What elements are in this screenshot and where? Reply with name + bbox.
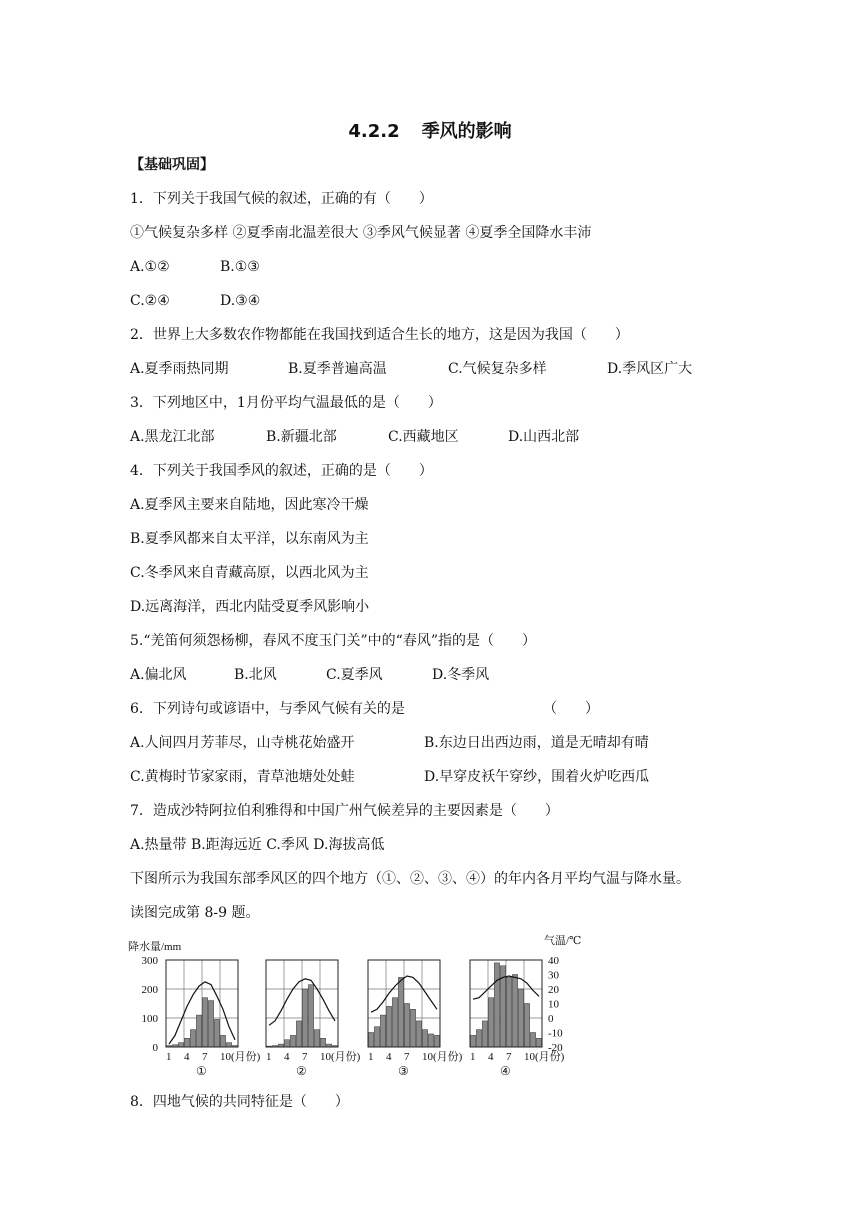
month-tick-label: 1 <box>368 1051 374 1063</box>
option-c: C.气候复杂多样 <box>448 361 547 377</box>
question-3: 3．下列地区中，1月份平均气温最低的是（ ） <box>130 395 442 411</box>
chart-intro-line2: 读图完成第 8-9 题。 <box>130 905 260 921</box>
precipitation-bar <box>434 1035 439 1047</box>
option-d: D.③④ <box>220 293 261 309</box>
precipitation-tick-label: 200 <box>141 984 158 996</box>
temperature-tick-label: 40 <box>548 955 559 967</box>
precipitation-bar <box>512 975 517 1048</box>
precipitation-bar <box>404 1004 409 1048</box>
temperature-axis-label: 气温/℃ <box>544 935 582 947</box>
panel-label: ③ <box>398 1064 409 1078</box>
precipitation-bar <box>308 985 313 1047</box>
precipitation-bar <box>208 1001 213 1047</box>
option-c: C.②④ <box>130 293 170 309</box>
precipitation-bar <box>374 1027 379 1047</box>
option-b: B.夏季普遍高温 <box>288 361 387 377</box>
q1-statements: ①气候复杂多样 ②夏季南北温差很大 ③季风气候显著 ④夏季全国降水丰沛 <box>130 225 592 241</box>
month-tick-label: 1 <box>166 1051 172 1063</box>
option-a: A.夏季雨热同期 <box>130 361 229 377</box>
question-4: 4．下列关于我国季风的叙述，正确的是（ ） <box>130 463 433 479</box>
temperature-tick-label: 30 <box>548 969 559 982</box>
option-c: C.西藏地区 <box>388 429 459 445</box>
precipitation-axis-label: 降水量/mm <box>128 941 182 953</box>
month-tick-label: 4 <box>184 1051 190 1063</box>
temperature-tick-label: 20 <box>548 984 559 996</box>
panel-label: ① <box>196 1064 207 1078</box>
question-1: 1．下列关于我国气候的叙述，正确的有（ ） <box>130 191 433 207</box>
panel-label: ④ <box>500 1064 511 1078</box>
month-tick-label: 10(月份) <box>422 1051 463 1063</box>
month-tick-label: 7 <box>302 1051 308 1063</box>
section-heading: 【基础巩固】 <box>130 157 214 173</box>
precipitation-bar <box>422 1030 427 1047</box>
precipitation-bar <box>220 1035 225 1047</box>
option-d: D.季风区广大 <box>607 361 693 377</box>
option-a: A.黑龙江北部 <box>130 429 215 445</box>
month-tick-label: 7 <box>404 1051 410 1063</box>
precipitation-bar <box>488 998 493 1047</box>
precipitation-bar <box>392 998 397 1047</box>
precipitation-bar <box>368 1033 373 1048</box>
temperature-tick-label: 10 <box>548 998 559 1011</box>
month-tick-label: 10(月份) <box>524 1051 565 1063</box>
temperature-tick-label: 0 <box>548 1013 554 1025</box>
question-6: 6．下列诗句或谚语中，与季风气候有关的是 <box>130 701 405 717</box>
q6-answer-paren: （ ） <box>543 701 599 717</box>
month-tick-label: 7 <box>506 1051 512 1063</box>
temperature-tick-label: -20 <box>548 1042 563 1054</box>
precipitation-bar <box>290 1035 295 1047</box>
option-b: B.北风 <box>234 667 277 683</box>
precipitation-bar <box>296 1021 301 1047</box>
option-b: B.①③ <box>220 259 260 275</box>
month-tick-label: 10(月份) <box>320 1051 361 1063</box>
option-c: C.夏季风 <box>326 667 383 683</box>
precipitation-tick-label: 100 <box>141 1013 158 1025</box>
temperature-tick-label: -10 <box>548 1027 563 1040</box>
q4-option-a: A.夏季风主要来自陆地，因此寒冷干燥 <box>130 497 369 513</box>
precipitation-bar <box>416 1021 421 1047</box>
month-tick-label: 4 <box>488 1051 494 1063</box>
precipitation-bar <box>184 1038 189 1047</box>
precipitation-bar <box>214 1019 219 1047</box>
chart-intro-line1: 下图所示为我国东部季风区的四个地方（①、②、③、④）的年内各月平均气温与降水量。 <box>130 871 690 887</box>
q4-option-d: D.远离海洋，西北内陆受夏季风影响小 <box>130 599 370 615</box>
precipitation-tick-label: 300 <box>141 955 158 967</box>
month-tick-label: 1 <box>266 1051 272 1063</box>
precipitation-bar <box>398 977 403 1047</box>
precipitation-bar <box>178 1043 183 1047</box>
precipitation-bar <box>284 1040 289 1047</box>
q4-option-c: C.冬季风来自青藏高原，以西北风为主 <box>130 565 369 581</box>
precipitation-bar <box>190 1030 195 1047</box>
precipitation-bar <box>226 1043 231 1047</box>
precipitation-bar <box>530 1033 535 1048</box>
precipitation-bar <box>494 963 499 1047</box>
climate-charts <box>128 930 588 1080</box>
month-tick-label: 4 <box>284 1051 290 1063</box>
precipitation-tick-label: 0 <box>152 1042 158 1054</box>
option-c: C.黄梅时节家家雨，青草池塘处处蛙 <box>130 769 355 785</box>
month-tick-label: 7 <box>202 1051 208 1063</box>
month-tick-label: 1 <box>470 1051 476 1063</box>
option-d: D.早穿皮袄午穿纱，围着火炉吃西瓜 <box>424 769 650 785</box>
precipitation-bar <box>314 1030 319 1047</box>
precipitation-bar <box>202 998 207 1047</box>
question-5: 5.“羌笛何须怨杨柳，春风不度玉门关”中的“春风”指的是（ ） <box>130 633 536 649</box>
question-2: 2．世界上大多数农作物都能在我国找到适合生长的地方，这是因为我国（ ） <box>130 327 629 343</box>
precipitation-bar <box>518 989 523 1047</box>
month-tick-label: 10(月份) <box>220 1051 261 1063</box>
option-d: D.山西北部 <box>508 429 580 445</box>
option-d: D.冬季风 <box>432 667 490 683</box>
precipitation-bar <box>536 1038 541 1047</box>
precipitation-bar <box>470 1035 475 1047</box>
month-tick-label: 4 <box>386 1051 392 1063</box>
option-a: A.①② <box>130 259 170 275</box>
option-b: B.新疆北部 <box>266 429 337 445</box>
precipitation-bar <box>482 1021 487 1047</box>
precipitation-bar <box>476 1030 481 1047</box>
precipitation-bar <box>524 1004 529 1048</box>
precipitation-bar <box>410 1009 415 1047</box>
question-7: 7．造成沙特阿拉伯利雅得和中国广州气候差异的主要因素是（ ） <box>130 803 559 819</box>
precipitation-bar <box>380 1015 385 1047</box>
panel-label: ② <box>296 1064 307 1078</box>
precipitation-bar <box>302 989 307 1047</box>
option-a: A.偏北风 <box>130 667 187 683</box>
precipitation-bar <box>320 1038 325 1047</box>
page-title: 4.2.2 季风的影响 <box>348 121 512 142</box>
q7-options: A.热量带 B.距海远近 C.季风 D.海拔高低 <box>130 837 385 853</box>
option-b: B.东边日出西边雨，道是无晴却有晴 <box>424 735 649 751</box>
option-a: A.人间四月芳菲尽，山寺桃花始盛开 <box>130 735 355 751</box>
precipitation-bar <box>386 1006 391 1047</box>
precipitation-bar <box>506 977 511 1047</box>
precipitation-bar <box>428 1034 433 1047</box>
q4-option-b: B.夏季风都来自太平洋，以东南风为主 <box>130 531 369 547</box>
precipitation-bar <box>196 1015 201 1047</box>
question-8: 8．四地气候的共同特征是（ ） <box>130 1094 349 1110</box>
